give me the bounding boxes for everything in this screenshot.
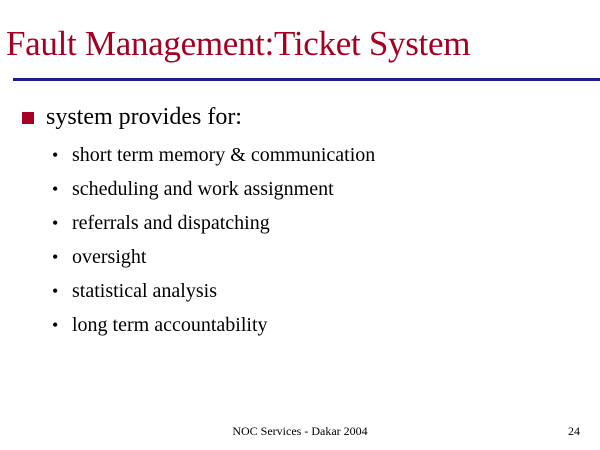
main-bullet [22, 102, 242, 132]
list-item [52, 138, 375, 172]
main-bullet-text: system provides for: [46, 104, 242, 130]
dot-bullet-icon: • [52, 281, 59, 301]
title-underline-rule [13, 78, 600, 81]
page-number: 24 [568, 424, 580, 438]
list-item-text: scheduling and work assignment [72, 178, 334, 200]
list-item [52, 172, 375, 206]
list-item [52, 274, 375, 308]
sub-bullet-list [52, 138, 375, 342]
dot-bullet-icon: • [52, 315, 59, 335]
list-item-text: short term memory & communication [72, 144, 376, 166]
square-bullet-icon [22, 112, 34, 124]
slide-title: Fault Management:Ticket System [6, 24, 471, 63]
dot-bullet-icon: • [52, 247, 59, 267]
list-item-text: oversight [72, 246, 147, 268]
list-item-text: statistical analysis [72, 280, 217, 302]
slide-footer: NOC Services - Dakar 2004 [232, 424, 368, 438]
list-item-text: long term accountability [72, 314, 268, 336]
dot-bullet-icon: • [52, 213, 59, 233]
list-item-text: referrals and dispatching [72, 212, 270, 234]
list-item [52, 206, 375, 240]
dot-bullet-icon: • [52, 179, 59, 199]
list-item [52, 240, 375, 274]
list-item [52, 308, 375, 342]
dot-bullet-icon: • [52, 145, 59, 165]
